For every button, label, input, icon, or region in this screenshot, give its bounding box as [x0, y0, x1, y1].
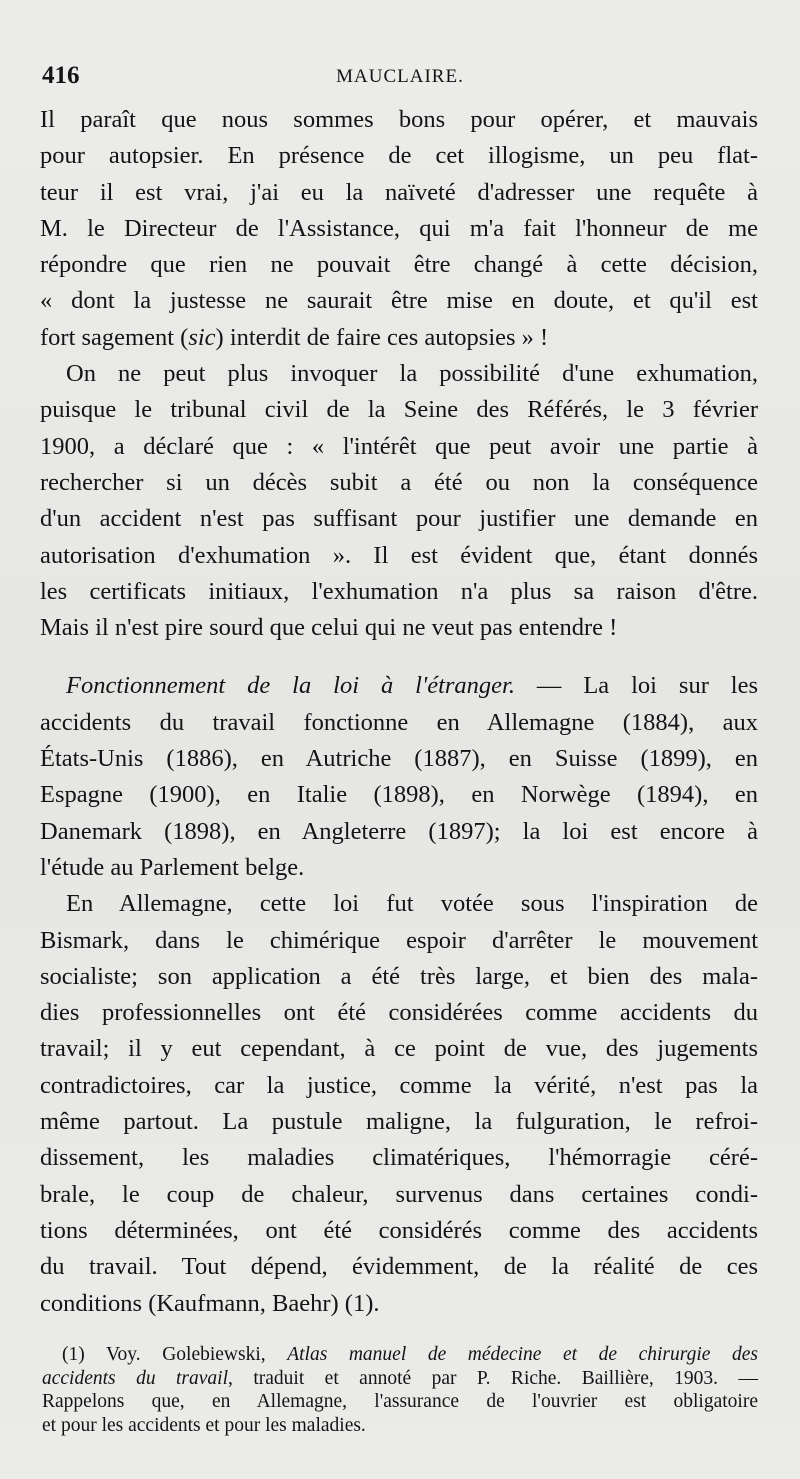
text-line: « dont la justesse ne saurait être mise en doute, et qu'il est: [40, 287, 758, 315]
section-gap: [40, 646, 758, 668]
footnote-line: et pour les accidents et pour les maladies.: [42, 1414, 366, 1436]
text-line: brale, le coup de chaleur, survenus dans certaines condi-: [40, 1180, 758, 1208]
text-line: États-Unis (1886), en Autriche (1887), en Suisse (1899), en: [40, 745, 758, 773]
text-line: dies professionnelles ont été considérées comme accidents du: [40, 999, 758, 1027]
italic-text: Atlas manuel de médecine et de chirurgie des: [287, 1344, 758, 1365]
footnote: [42, 1343, 758, 1437]
footnote-line: Rappelons que, en Allemagne, l'assurance de l'ouvrier est obligatoire: [42, 1391, 758, 1412]
body-text: [40, 102, 758, 1322]
text-line: accidents du travail fonctionne en Allemagne (1884), aux: [40, 708, 758, 736]
text-line: du travail. Tout dépend, évidemment, de la réalité de ces: [40, 1253, 758, 1281]
text-line: Danemark (1898), en Angleterre (1897); la loi est encore à: [40, 817, 758, 845]
text-line: même partout. La pustule maligne, la fulguration, le refroi-: [40, 1108, 758, 1136]
text-line: rechercher si un décès subit a été ou non la conséquence: [40, 468, 758, 496]
text-line: répondre que rien ne pouvait être changé à cette décision,: [40, 251, 758, 279]
text-line: puisque le tribunal civil de la Seine des Référés, le 3 février: [40, 396, 758, 424]
text-segment: (1) Voy. Golebiewski,: [62, 1344, 288, 1365]
text-line: autorisation d'exhumation ». Il est évident que, étant donnés: [40, 541, 758, 569]
text-segment: — La loi sur les: [514, 672, 758, 700]
text-line: Mais il n'est pire sourd que celui qui ne veut pas entendre !: [40, 614, 618, 642]
text-segment: fort sagement (: [40, 323, 189, 351]
text-line: Il paraît que nous sommes bons pour opérer, et mauvais: [40, 106, 758, 133]
text-line: les certificats initiaux, l'exhumation n'a plus sa raison d'être.: [40, 577, 758, 605]
text-line: Bismark, dans le chimérique espoir d'arrêter le mouvement: [40, 926, 758, 954]
text-segment: , traduit et annoté par P. Riche. Baillière, 1903. —: [228, 1367, 758, 1389]
page-number: 416: [42, 62, 80, 89]
text-line: Espagne (1900), en Italie (1898), en Norwège (1894), en: [40, 781, 758, 809]
italic-text: accidents du travail: [42, 1367, 229, 1389]
text-line: teur il est vrai, j'ai eu la naïveté d'adresser une requête à: [40, 178, 758, 206]
text-line: d'un accident n'est pas suffisant pour justifier une demande en: [40, 505, 758, 533]
page-header: [40, 62, 760, 96]
text-line: tions déterminées, ont été considérés comme des accidents: [40, 1216, 758, 1244]
section-heading: Fonctionnement de la loi à l'étranger.: [66, 672, 515, 700]
text-line: M. le Directeur de l'Assistance, qui m'a fait l'honneur de me: [40, 214, 758, 242]
text-line: l'étude au Parlement belge.: [40, 853, 305, 881]
text-line: On ne peut plus invoquer la possibilité d'une exhumation,: [66, 360, 758, 388]
text-line: 1900, a déclaré que : « l'intérêt que peut avoir une partie à: [40, 432, 758, 460]
footnote-line: [42, 1343, 758, 1367]
footnote-line: [42, 1367, 758, 1391]
text-segment: ) interdit de faire ces autopsies » !: [215, 323, 549, 351]
text-line: contradictoires, car la justice, comme la vérité, n'est pas la: [40, 1071, 758, 1099]
italic-text: sic: [188, 323, 216, 351]
text-line: En Allemagne, cette loi fut votée sous l'inspiration de: [66, 890, 758, 918]
text-line: socialiste; son application a été très large, et bien des mala-: [40, 962, 758, 990]
text-line: dissement, les maladies climatériques, l'hémorragie céré-: [40, 1144, 758, 1172]
text-line: pour autopsier. En présence de cet illogisme, un peu flat-: [40, 142, 758, 170]
running-head: MAUCLAIRE.: [336, 66, 464, 87]
text-line: conditions (Kaufmann, Baehr) (1).: [40, 1289, 380, 1317]
text-line: [40, 320, 758, 356]
text-line: travail; il y eut cependant, à ce point de vue, des jugements: [40, 1035, 758, 1063]
text-line: [40, 668, 758, 704]
